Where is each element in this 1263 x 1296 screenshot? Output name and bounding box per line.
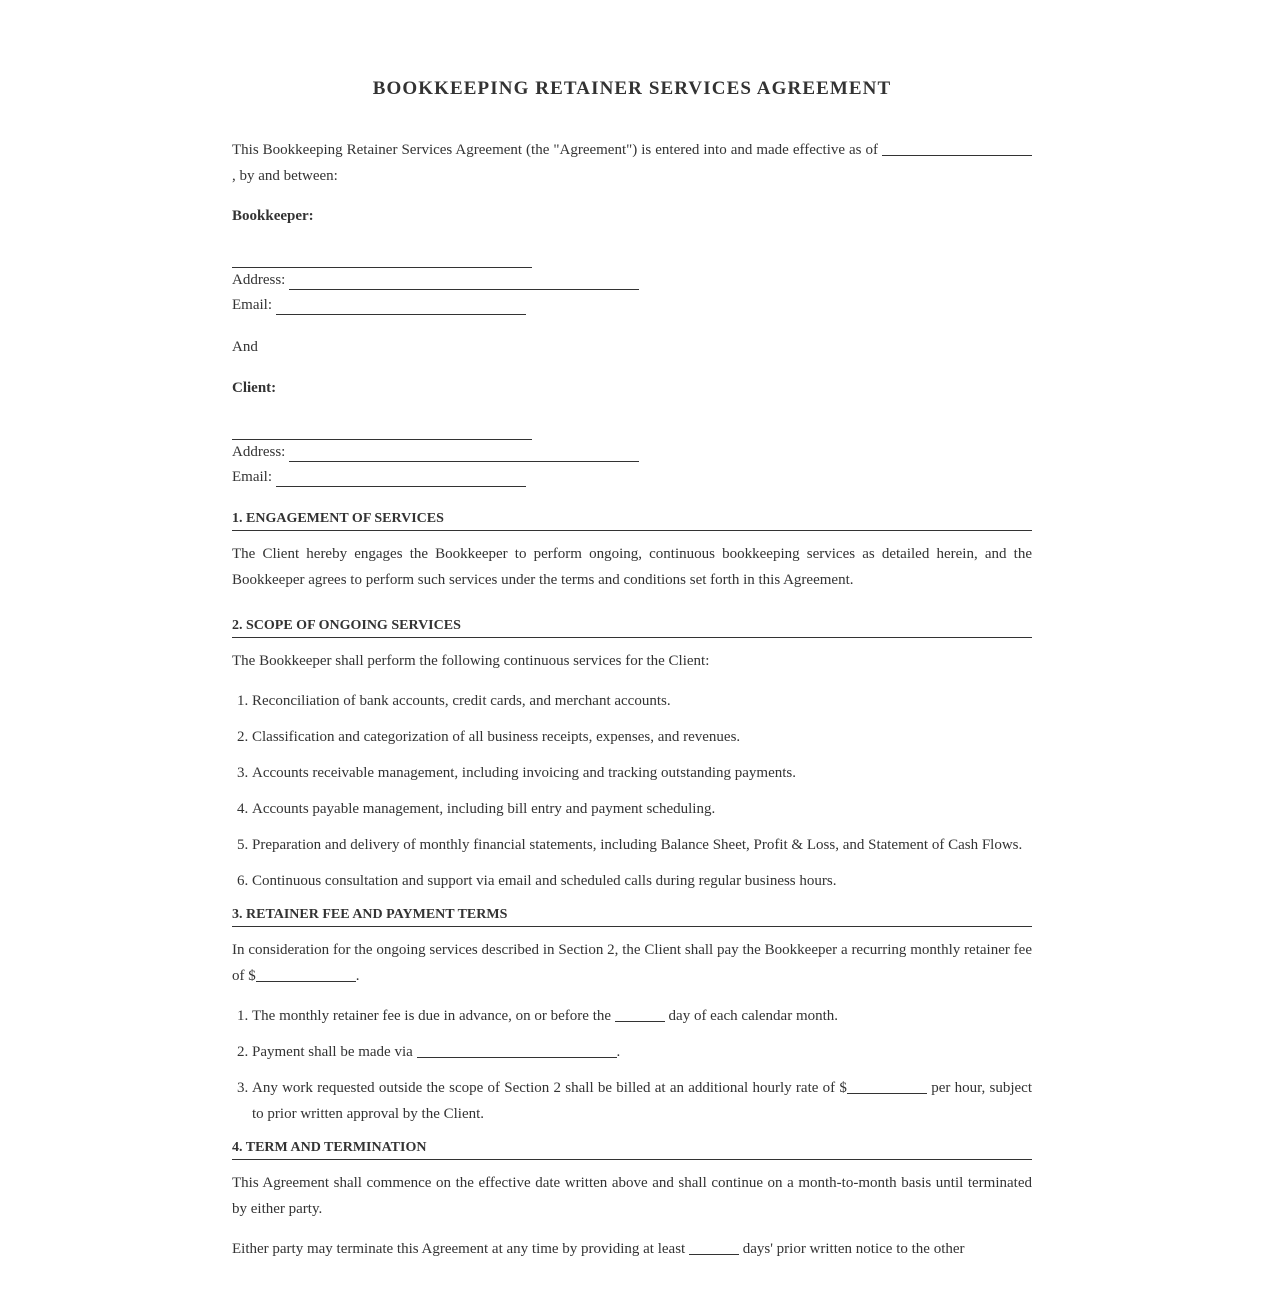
client-address-label: Address: — [232, 444, 286, 460]
retainer-fee-field[interactable] — [256, 963, 356, 982]
section-2-body: The Bookkeeper shall perform the following continuous services for the Client: — [232, 653, 710, 669]
section-4-body-2-end: days' prior written notice to the other — [742, 1241, 965, 1257]
effective-date-field[interactable] — [882, 137, 1032, 156]
and-text: And — [232, 339, 258, 355]
section-3-body-end: . — [355, 968, 360, 984]
client-email-row — [232, 465, 1032, 490]
section-4-body-2 — [232, 1236, 1032, 1262]
section-3-body-text: In consideration for the ongoing services described in Section 2, the Client shall pay the Bookkeeper a recurring monthly retainer fee of $ — [232, 942, 1032, 984]
section-1-body: The Client hereby engages the Bookkeeper to perform ongoing, continuous bookkeeping services as detailed herein, and the Bookkeeper agrees to perform such services under the terms and conditions set forth in this Agreement. — [232, 546, 1032, 588]
section-2-heading: 2. SCOPE OF ONGOING SERVICES — [232, 611, 1032, 638]
section-4-body-2-text: Either party may terminate this Agreement at any time by providing at least — [232, 1241, 686, 1257]
payment-term-2-text: Payment shall be made via — [252, 1044, 413, 1060]
list-item: 3. Accounts receivable management, including invoicing and tracking outstanding payments. — [252, 760, 1032, 786]
bookkeeper-address-row — [232, 268, 1032, 293]
section-4-heading: 4. TERM AND TERMINATION — [232, 1133, 1032, 1160]
bookkeeper-label: Bookkeeper: — [232, 208, 314, 224]
intro-text: This Bookkeeping Retainer Services Agreement (the "Agreement") is entered into and made effective as of — [232, 142, 879, 158]
payment-term-3-text: Any work requested outside the scope of Section 2 shall be billed at an additional hourly rate of $ — [252, 1080, 847, 1096]
bookkeeper-address-field[interactable] — [289, 269, 639, 290]
client-address-row — [232, 440, 1032, 465]
list-item — [252, 1075, 1032, 1127]
agreement-document — [232, 0, 1032, 1262]
notice-days-field[interactable] — [689, 1236, 739, 1255]
section-1-heading: 1. ENGAGEMENT OF SERVICES — [232, 504, 1032, 531]
payment-method-field[interactable] — [417, 1039, 617, 1058]
section-3-body — [232, 937, 1032, 989]
list-item: 1. Reconciliation of bank accounts, credit cards, and merchant accounts. — [252, 688, 1032, 714]
client-email-field[interactable] — [276, 466, 526, 487]
list-item — [252, 1003, 1032, 1029]
due-day-field[interactable] — [615, 1003, 665, 1022]
client-address-field[interactable] — [289, 441, 639, 462]
payment-term-3-end: per hour, subject to prior written approval by the Client. — [252, 1080, 1032, 1122]
services-list — [232, 688, 1032, 894]
bookkeeper-email-label: Email: — [232, 297, 272, 313]
bookkeeper-email-field[interactable] — [276, 294, 526, 315]
list-item: 4. Accounts payable management, including bill entry and payment scheduling. — [252, 796, 1032, 822]
client-name-field[interactable] — [232, 415, 532, 440]
intro-text-after: , by and between: — [232, 168, 338, 184]
bookkeeper-name-field[interactable] — [232, 243, 532, 268]
bookkeeper-email-row — [232, 293, 1032, 318]
bookkeeper-address-label: Address: — [232, 272, 286, 288]
section-4-body: This Agreement shall commence on the effective date written above and shall continue on a month-to-month basis until terminated by either party. — [232, 1175, 1032, 1217]
payment-term-2-end: . — [616, 1044, 621, 1060]
payment-term-1-end: day of each calendar month. — [668, 1008, 839, 1024]
hourly-rate-field[interactable] — [847, 1075, 927, 1094]
client-email-label: Email: — [232, 469, 272, 485]
intro-paragraph — [232, 137, 1032, 189]
client-label: Client: — [232, 380, 277, 396]
section-3-heading: 3. RETAINER FEE AND PAYMENT TERMS — [232, 900, 1032, 927]
list-item: 5. Preparation and delivery of monthly financial statements, including Balance Sheet, Profit & Loss, and Statement of Cash Flows. — [252, 832, 1032, 858]
payment-terms-list — [232, 1003, 1032, 1127]
document-title: BOOKKEEPING RETAINER SERVICES AGREEMENT — [372, 78, 892, 99]
list-item: 6. Continuous consultation and support via email and scheduled calls during regular business hours. — [252, 868, 1032, 894]
payment-term-1-text: The monthly retainer fee is due in advance, on or before the — [252, 1008, 612, 1024]
list-item: 2. Classification and categorization of all business receipts, expenses, and revenues. — [252, 724, 1032, 750]
list-item — [252, 1039, 1032, 1065]
